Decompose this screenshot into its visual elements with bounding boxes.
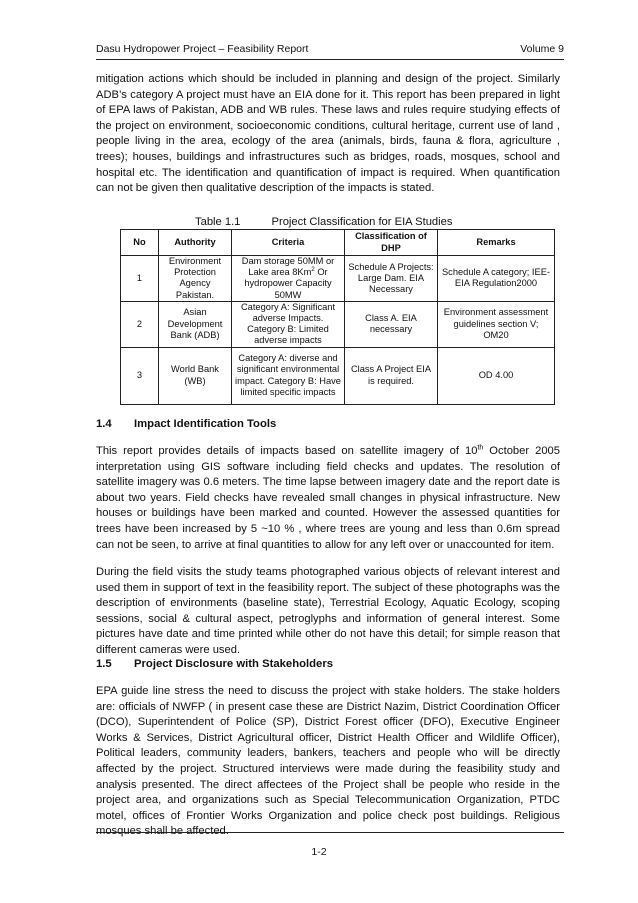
section-1-5-paragraph-1: EPA guide line stress the need to discuss the project with stake holders. The stake holders are: officials of NWFP ( in present case these are District Nazim, District Coordination Officer (DCO), Superintendent of Police (SP), District Forest officer (DFO), Executive Engineer Works & Services, District Agricultural officer, District Health Officer and Wildlife Officer), Political leaders, community leaders, bankers, teachers and people who will be directly affected by the project. Structured interviews were made during the feasibility study and analysis presented. The direct affectees of the Project shall be people who reside in the project area, and organizations such as Special Telecommunication Organization, PTDC motel, offices of Frontier Works Organization and police check post buildings. Religious mosques shall be affected. xyxy=(96,685,560,838)
cell-authority: Environment Protection Agency Pakistan. xyxy=(159,256,232,302)
eia-classification-table xyxy=(120,229,555,405)
cell-authority: Asian Development Bank (ADB) xyxy=(159,301,232,347)
section-number: 1.5 xyxy=(96,658,112,670)
superscript: th xyxy=(477,444,484,452)
paragraph-text-cont: October 2005 interpretation using GIS software including field checks and updates. The resolution of satellite imagery was 0.6 meters. The time lapse between imagery date and the report date is about two years. Field checks have revealed small changes in physical infrastructure. New houses or buildings have been marked and counted. However the assessed quantities for trees have been increased by 5 ~10 % , where trees are young and less than 0.6m spread can not be seen, to arrive at final quantities to allow for any left over or unaccounted for item. xyxy=(96,445,560,551)
col-header-classification: Classification of DHP xyxy=(345,230,438,256)
table-caption xyxy=(195,216,452,228)
table-row xyxy=(121,256,555,302)
section-1-4-paragraph-1 xyxy=(96,444,560,553)
intro-paragraph: mitigation actions which should be included in planning and design of the project. Similarly ADB’s category A project must have an EIA done for it. This report has been prepared in light of EPA laws of Pakistan, ADB and WB rules. These laws and rules require studying effects of the project on environment, socioeconomic conditions, cultural heritage, current use of land , people living in the area, ecology of the area (animals, birds, fauna & flora, agriculture , trees); houses, buildings and infrastructures such as bridges, roads, mosques, school and hospital etc. The identification and quantification of impact is required. When quantification can not be given then qualitative description of the impacts is stated. xyxy=(96,73,560,195)
section-1-4-paragraph-2: During the field visits the study teams photographed various objects of relevant interest and used them in support of text in the feasibility report. The subject of these photographs was the description of environments (baseline state), Terrestrial Ecology, Aquatic Ecology, scoping sessions, social & cultural aspect, petroglyphs and information of general interest. Some pictures have date and time printed while other do not have this detail; for simple reason that different cameras were used. xyxy=(96,566,560,656)
section-title: Impact Identification Tools xyxy=(134,418,277,430)
criteria-text-cont: Or hydropower Capacity 50MW xyxy=(244,267,332,300)
header-title: Dasu Hydropower Project – Feasibility Report xyxy=(96,43,309,55)
header-rule xyxy=(96,59,564,60)
section-heading-1-4 xyxy=(96,418,276,430)
section-number: 1.4 xyxy=(96,418,112,430)
page-number: 1-2 xyxy=(311,846,327,858)
col-header-criteria: Criteria xyxy=(232,230,345,256)
cell-remarks: OD 4.00 xyxy=(438,347,555,404)
paragraph-text: This report provides details of impacts based on satellite imagery of 10 xyxy=(96,445,478,457)
table-caption-title: Project Classification for EIA Studies xyxy=(271,216,453,228)
cell-classification: Schedule A Projects: Large Dam. EIA Necessary xyxy=(345,256,438,302)
table-row xyxy=(121,347,555,404)
cell-criteria: Category A: diverse and significant environmental impact. Category B: Have limited specific impacts xyxy=(232,347,345,404)
col-header-authority: Authority xyxy=(159,230,232,256)
criteria-text: Dam storage 50MM or Lake area 8Km xyxy=(241,256,335,278)
col-header-no: No xyxy=(121,230,159,256)
running-header xyxy=(96,43,564,55)
cell-no: 3 xyxy=(121,347,159,404)
table-header-row xyxy=(121,230,555,256)
cell-no: 2 xyxy=(121,301,159,347)
cell-remarks: Schedule A category; IEE-EIA Regulation2000 xyxy=(438,256,555,302)
superscript: 2 xyxy=(311,267,315,274)
section-heading-1-5 xyxy=(96,658,333,670)
cell-criteria: Category A: Significant adverse Impacts. Category B: Limited adverse impacts xyxy=(232,301,345,347)
col-header-remarks: Remarks xyxy=(438,230,555,256)
cell-classification: Class A Project EIA is required. xyxy=(345,347,438,404)
section-title: Project Disclosure with Stakeholders xyxy=(134,658,334,670)
cell-criteria xyxy=(232,256,345,302)
cell-authority: World Bank (WB) xyxy=(159,347,232,404)
cell-classification: Class A. EIA necessary xyxy=(345,301,438,347)
header-volume: Volume 9 xyxy=(520,43,564,55)
table-row xyxy=(121,301,555,347)
table-caption-label: Table 1.1 xyxy=(195,216,241,228)
cell-no: 1 xyxy=(121,256,159,302)
cell-remarks: Environment assessment guidelines section V; OM20 xyxy=(438,301,555,347)
footer-rule xyxy=(96,832,564,833)
